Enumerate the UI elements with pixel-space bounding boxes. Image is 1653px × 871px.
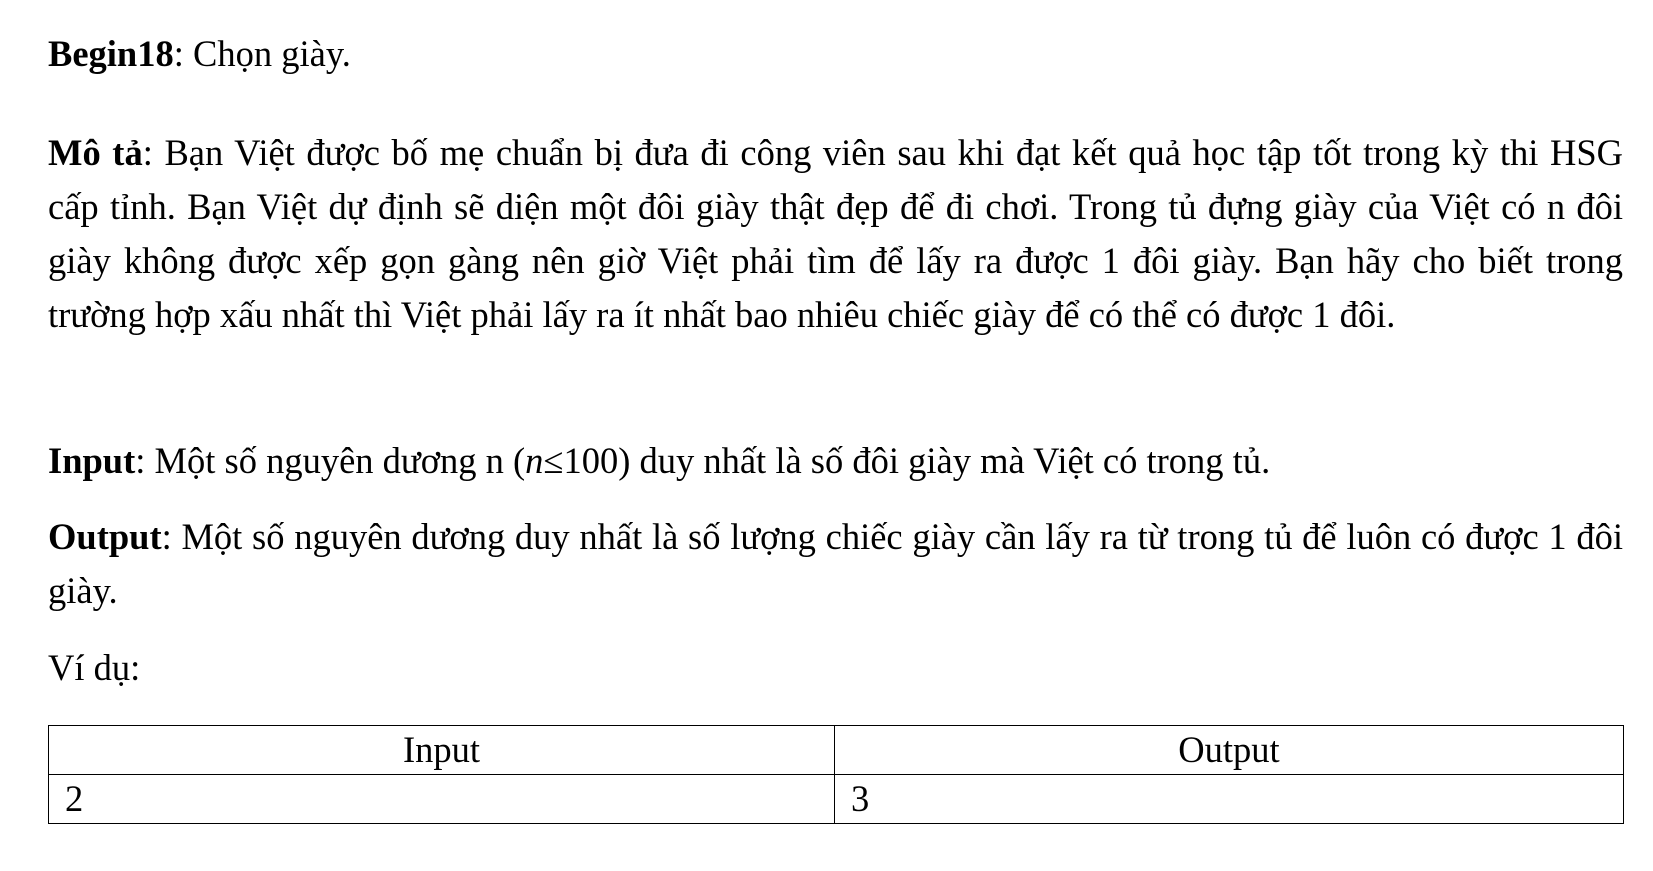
table-row	[49, 775, 1624, 824]
output-label: Output	[48, 516, 162, 557]
input-constraint: ≤100	[543, 440, 619, 481]
problem-title-text: : Chọn giày.	[173, 33, 351, 74]
table-cell-output: 3	[835, 775, 1624, 824]
input-text-after: ) duy nhất là số đôi giày mà Việt có trong tủ.	[618, 440, 1271, 481]
table-header-output: Output	[835, 726, 1624, 775]
input-label: Input	[48, 440, 136, 481]
output-text: : Một số nguyên dương duy nhất là số lượng chiếc giày cần lấy ra từ trong tủ để luôn có được 1 đôi giày.	[48, 516, 1623, 611]
table-header-input: Input	[49, 726, 835, 775]
input-variable: n	[525, 440, 544, 481]
problem-title	[48, 30, 351, 78]
input-paragraph	[48, 434, 1623, 488]
description-text: : Bạn Việt được bố mẹ chuẩn bị đưa đi công viên sau khi đạt kết quả học tập tốt trong kỳ thi HSG cấp tỉnh. Bạn Việt dự định sẽ diện một đôi giày thật đẹp để đi chơi. Trong tủ đựng giày của Việt có n đôi giày không được xếp gọn gàng nên giờ Việt phải tìm để lấy ra được 1 đôi giày. Bạn hãy cho biết trong trường hợp xấu nhất thì Việt phải lấy ra ít nhất bao nhiêu chiếc giày để có thể có được 1 đôi.	[48, 132, 1623, 335]
table-cell-input: 2	[49, 775, 835, 824]
table-header-row	[49, 726, 1624, 775]
problem-code: Begin18	[48, 33, 174, 74]
example-label: Ví dụ:	[48, 647, 141, 688]
output-paragraph	[48, 510, 1623, 618]
description-label: Mô tả	[48, 132, 143, 173]
description-paragraph	[48, 126, 1623, 342]
example-table	[48, 725, 1624, 824]
input-text-before: : Một số nguyên dương n (	[135, 440, 526, 481]
